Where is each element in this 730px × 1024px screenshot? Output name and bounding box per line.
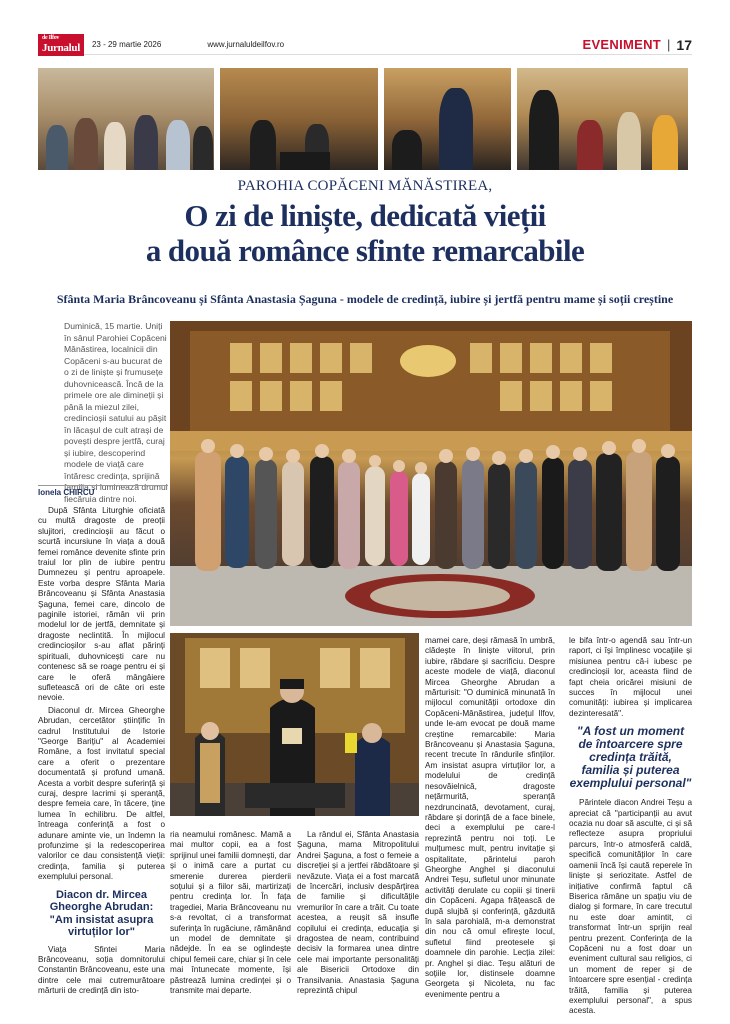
article-column-1: După Sfânta Liturghie oficiată cu multă dragoste de preoții slujitori, credincioșii au făcut o scurtă incursiune în viața a două femei românce devenite sfinte prin traiul lor plin de iubire pentru Dumnezeu și pentru aproapele. Este vorba despre Sfânta Maria Brâncoveanu și Sfânta Anastasia Șaguna, femei care, dincolo de paginile istoriei, rămân vii prin modelul lor de jertfă, demnitate și dragoste neclintită. În mijlocul credincioșilor s-au aflat părinți spirituali, duhovnicești care nu contenesc să se roage pentru ei și care le oferă mângâiere sufletească ori de câte ori este nevoie. Diaconul dr. Mircea Gheorghe Abrudan, cercetător științific în cadrul Institutului de Istorie "George Barițiu" al Academiei Române, a fost invitatul special care a oferit o prezentare documentată și profund umană. Acesta a vorbit despre suferință și curaj, despre lacrimi și speranță, despre femeia care, în tăcere, ține lumea în echilibru. De altfel, întreaga conferință a fost o adunare aminte vie, un îndemn la profunzime și la redescoperirea valorilor ce dau consistență vieții: credința, familia și puterea exemplului personal. Diacon dr. Mircea Gheorghe Abrudan: "Am insistat asupra virtuților lor" Viața Sfintei Maria Brâncoveanu, soția domnitorului Constantin Brâncoveanu, este una dintre cele mai cutremurătoare mărturii de credință din isto- [38,506,165,996]
subheading-abrudan: Diacon dr. Mircea Gheorghe Abrudan: "Am insistat asupra virtuților lor" [49,888,154,939]
pull-quote: "A fost un moment de întoarcere spre credința trăită, familia și puterea exemplului personal" [569,724,692,791]
issue-date: 23 - 29 martie 2026 [91,40,162,49]
article-intro: Duminică, 15 martie. Uniți în sânul Parohiei Copăceni Mânăstirea, localnicii din Copăceni s-au bucurat de o zi de liniște și frumusețe duhovnicească. Încă de la primele ore ale dimineții și până la miezul zilei, credincioșii satului au pășit în lăcașul de cult atrași de povești despre jertfă, curaj și iubire, descoperind modele de viață care întăresc credința, sprijină familia și luminează drumul fiecăruia dintre noi. [64,321,168,504]
group-photo-illustration [170,321,692,626]
article-column-3: La rândul ei, Sfânta Anastasia Șaguna, mama Mitropolitului Andrei Șaguna, a fost o femeie a discreției și a jertfei răbdătoare și nevăzute. Viața ei a fost marcată de încercări, inclusiv despărțirea de familie și dificultățile vremurilor în care a trăit. Cu toate acestea, a reușit să insufle copilului ei credința, educația și dragostea de neam, contribuind decisiv la formarea unea dintre cele mai importante personalități ale Bisericii Ortodoxe din Transilvania. Anastasia Șaguna reprezintă chipul [297,830,419,996]
article-subtitle: Sfânta Maria Brâncoveanu și Sfânta Anastasia Șaguna - modele de credință, iubire și jertfă pentru mame și soții creștine [56,292,674,306]
page-number: 17 [676,36,692,53]
photo-group-church [170,321,692,626]
photo-children [517,68,688,170]
top-photo-strip [38,68,692,170]
newspaper-logo: de Ilfov Jurnalul [38,34,84,56]
photo-deacon [384,68,511,170]
article-author: Ionela CHIRCU [38,485,168,497]
clergy-photo-illustration [170,633,419,816]
page-header [38,35,692,55]
article-column-4: mamei care, deși rămasă în umbră, clădește în liniște viitorul, prin iubire, răbdare și sacrificiu. Despre aceste modele de viață, diaconul Mircea Gheorghe Abrudan a mărturisit: "O duminică minunată în mijlocul comunității ortodoxe din Copăceni-Mânăstirea, județul Ilfov, unde le-am evocat pe două mame creștine remarcabile: Maria Brâncoveanu și Anastasia Șaguna, recent trecute în rândurile sfinților. Am insistat asupra virtuților lor, a modelului de credință nesovăielnică, dragoste nețărmurită, speranță nezdruncinată, devotament, curaj, răbdare și dorință de a face binele, deci a exemplului pe care-l reprezintă pentru noi toți. Le mulțumesc mult, pentru invitație și ospitalitate, părintelui paroh Gheorghe Anghel și diaconului Andrei Teșu, sufletul unor minunate activități derulate cu copiii și tinerii din Copăceni. Agapa frățească de după slujbă și conferință, găzduită în sala parohială, m-a demonstrat din nou că omul efirește locul, sufletul fiind preotesele și doamnele din parohie. Lecția zilei: pr. Anghel și diac. Teșu alături de soțiile lor, distinsele doamne Georgeta și Nicoleta, nu fac evenimente pentru a [425,636,555,999]
photo-clergy [170,633,419,816]
photo-speaker-table [220,68,378,170]
site-url[interactable]: www.jurnaluldeilfov.ro [207,40,285,49]
header-divider: | [667,37,671,52]
article-kicker: PAROHIA COPĂCENI MĂNĂSTIREA, [237,178,493,194]
article-title: O zi de liniște, dedicată vieții a două românce sfinte remarcabile [145,198,585,268]
section-name: EVENIMENT [582,37,662,52]
photo-audience [38,68,214,170]
article-column-2: ria neamului românesc. Mamă a mai multor copii, ea a fost sprijinul unei familii domnești, dar și o inimă care a purtat cu smerenie durerea pierderii soțului și a fiilor săi, martirizați pentru credința lor. În fața tragediei, Maria Brâncoveanu nu s-a revoltat, ci a transformat suferința în rugăciune, rămânând un model de demnitate și nădejde. În ea se oglindește chipul femeii care, chiar și în cele mai întunecate momente, își păstrează lumina credinței și o transmite mai departe. [170,830,291,996]
article-column-5: le bifa într-o agendă sau într-un raport, ci își împlinesc vocațiile și misiunea pentru că-i iubesc pe credincioșii lor, aceasta fiind de fapt cheia oricărei misiuni de succes în mijlocul unei comunități: iubirea și implicarea dezinteresată". "A fost un moment de întoarcere spre credința trăită, familia și puterea exemplului personal" Părintele diacon Andrei Teșu a apreciat că "participanții au avut ocazia nu doar să asculte, ci și să reflecteze asupra propriului parcurs, într-o atmosferă caldă, specifică comunităților în care oamenii încă își caută reperele în liniște și seriozitate. Astfel de inițiative confirmă faptul că Biserica rămâne un spațiu viu de dialog și formare, în care trecutul nu este doar amintit, ci transformat într-un sprijin real pentru prezent. Conferința de la Copăceni nu a fost doar un eveniment cultural sau religios, ci un moment de reper și de întoarcere spre esențial - credința trăită, familia și puterea exemplului personal", a spus acesta. [569,636,692,1016]
